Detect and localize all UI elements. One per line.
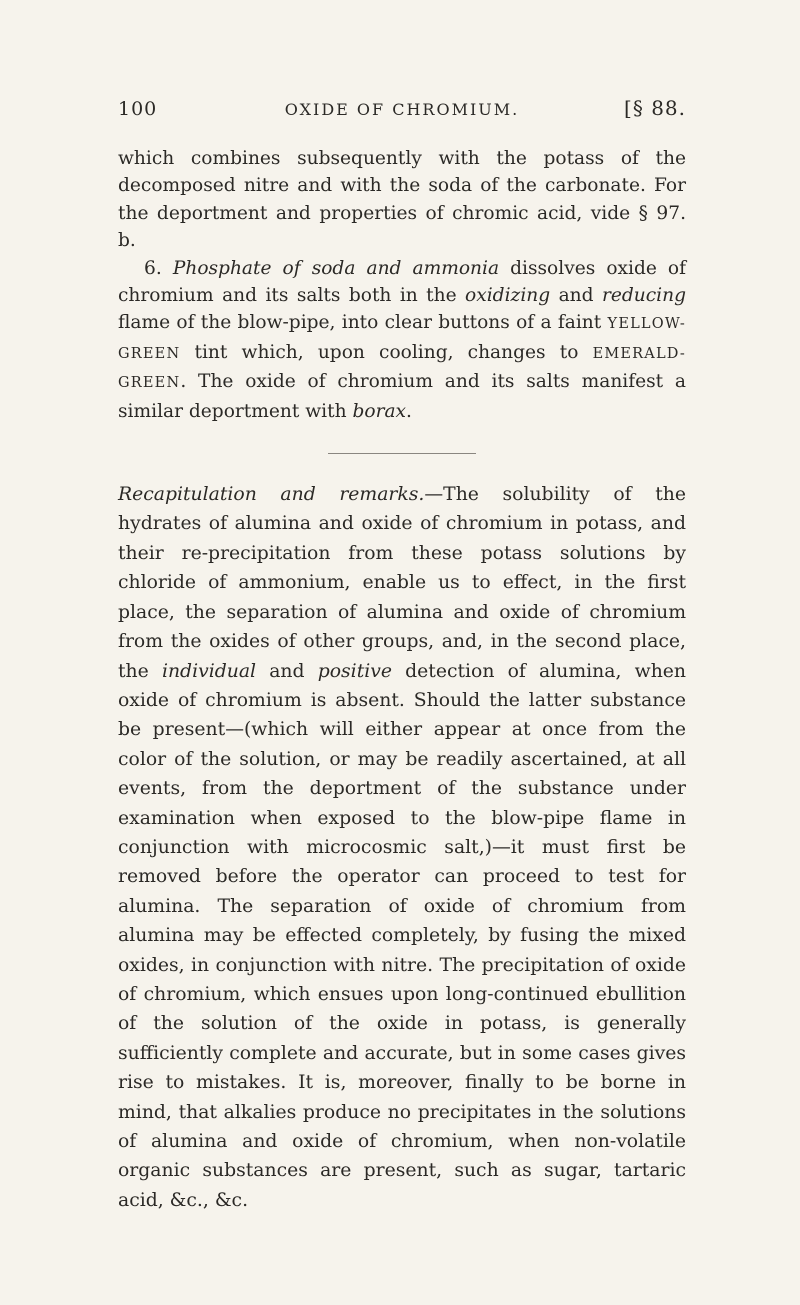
text-run: dissolves oxide of chromium and its salts both in the bbox=[118, 257, 686, 307]
text-run: tint which, upon cooling, changes to bbox=[180, 341, 593, 363]
color-term-yellow-green: YELLOW-GREEN bbox=[118, 316, 686, 362]
section-reference: [§ 88. bbox=[624, 96, 686, 120]
text-run: and bbox=[256, 660, 318, 682]
reagent-term: Phosphate of soda and ammonia bbox=[172, 257, 500, 279]
text-run: . bbox=[406, 400, 412, 422]
item-number: 6. bbox=[144, 257, 162, 279]
running-title: OXIDE OF CHROMIUM. bbox=[284, 100, 520, 119]
term-reducing: reducing bbox=[601, 285, 686, 307]
color-term-emerald-green: EMERALD-GREEN bbox=[118, 345, 686, 392]
term-positive: positive bbox=[317, 660, 392, 682]
text-run: flame of the blow-pipe, into clear buttons of a faint bbox=[118, 312, 608, 334]
running-head bbox=[118, 96, 686, 136]
paragraph-continuation bbox=[118, 145, 686, 255]
page-number: 100 bbox=[118, 98, 158, 120]
paragraph-phosphate-test bbox=[118, 255, 686, 425]
paragraph-text: which combines subsequently with the potass of the decomposed nitre and with the soda of the carbonate. For the deportment and properties of chromic acid, vide § 97. b. bbox=[118, 148, 686, 252]
body-text bbox=[118, 145, 686, 1215]
text-run: and bbox=[550, 285, 602, 307]
recap-heading: Recapitulation and remarks. bbox=[118, 484, 425, 506]
paragraph-recapitulation bbox=[118, 480, 686, 1215]
text-run: —The solubility of the hydrates of alumina and oxide of chromium in potass, and their re-precipitation from these potass solutions by chloride of ammonium, enable us to effect, in the first place, the separation of alumina and oxide of chromium from the oxides of other groups, and, in the second place, the bbox=[118, 484, 686, 682]
term-oxidizing: oxidizing bbox=[465, 285, 551, 307]
section-divider bbox=[328, 453, 476, 454]
term-individual: individual bbox=[161, 660, 257, 682]
term-borax: borax bbox=[352, 400, 407, 422]
text-run: . The oxide of chromium and its salts manifest a similar deportment with bbox=[118, 371, 686, 422]
text-run: detection of alumina, when oxide of chromium is absent. Should the latter substance be present—(which will either appear at once from the color of the solution, or may be readily ascertained, at all events, from the deportment of the substance under examination when exposed to the blow-pipe flame in conjunction with microcosmic salt,)—it must first be removed before the operator can proceed to test for alumina. The separation of oxide of chromium from alumina may be effected completely, by fusing the mixed oxides, in conjunction with nitre. The precipitation of oxide of chromium, which ensues upon long-continued ebullition of the solution of the oxide in potass, is generally sufficiently complete and accurate, but in some cases gives rise to mistakes. It is, moreover, finally to be borne in mind, that alkalies produce no precipitates in the solutions of alumina and oxide of chromium, when non-volatile organic substances are present, such as sugar, tartaric acid, &c., &c. bbox=[118, 660, 686, 1211]
